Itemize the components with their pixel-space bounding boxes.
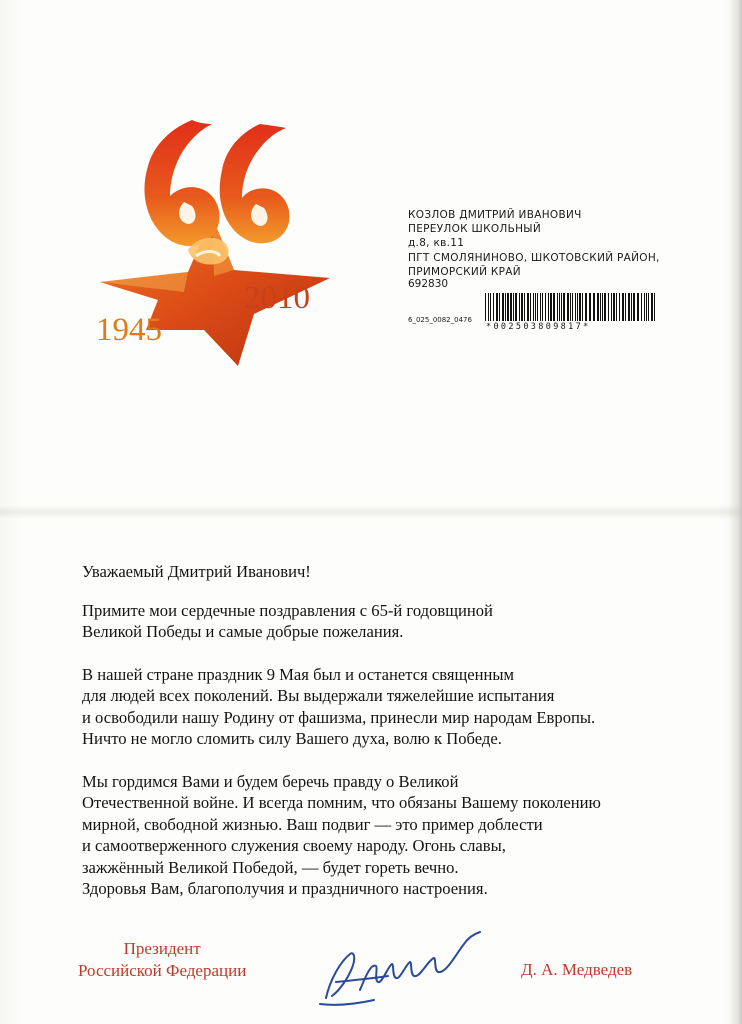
greeting: Уважаемый Дмитрий Иванович! <box>82 562 311 581</box>
barcode-bar <box>654 293 655 321</box>
address-line: ПЕРЕУЛОК ШКОЛЬНЫЙ <box>408 223 542 236</box>
paragraph-line: для людей всех поколений. Вы выдержали тяжелейшие испытания <box>82 686 555 705</box>
paragraph-line: Мы гордимся Вами и будем беречь правду о Великой <box>82 771 459 791</box>
barcode-bar <box>575 293 576 321</box>
barcode-bar <box>505 293 506 321</box>
address-line: ПРИМОРСКИЙ КРАЙ <box>408 265 521 278</box>
barcode-bar <box>535 293 536 321</box>
barcode-bar <box>604 293 606 321</box>
barcode-bar <box>608 293 609 321</box>
barcode-bar <box>557 293 558 321</box>
barcode-bar <box>597 293 599 321</box>
barcode-bar <box>613 293 615 321</box>
barcode-bar <box>593 293 595 321</box>
barcode-bar <box>570 293 571 321</box>
flame-six-right <box>220 124 290 243</box>
barcode-bar <box>611 293 612 321</box>
barcode-bar <box>641 293 642 321</box>
flame-six-left <box>144 120 219 246</box>
barcode-bar <box>563 293 565 321</box>
paragraph-line: Примите мои сердечные поздравления с 65-й годовщиной <box>82 600 493 620</box>
barcode-bar <box>644 293 645 321</box>
barcode-bar <box>582 293 583 321</box>
year-end-label: 2010 <box>244 280 310 316</box>
paragraph-line: Здоровья Вам, благополучия и праздничного настроения. <box>82 879 488 898</box>
barcode-bar <box>577 293 578 321</box>
paragraph-line: Ничто не могло сломить силу Вашего духа, волю к Победе. <box>82 729 502 748</box>
barcode-bar <box>545 293 546 321</box>
barcode-number: *002503809817* <box>486 322 591 332</box>
barcode-bar <box>502 293 504 321</box>
barcode-bar <box>561 293 562 321</box>
barcode-bar <box>579 293 581 321</box>
barcode-bar <box>589 293 591 321</box>
paragraph-line: и самоотверженного служения своему народу. Огонь славы, <box>82 836 506 855</box>
barcode-id: 6_025_0082_0476 <box>408 316 472 324</box>
barcode-bar <box>625 293 626 321</box>
barcode-bar <box>567 293 569 321</box>
barcode-bar <box>493 293 494 321</box>
barcode-bar <box>515 293 517 321</box>
paragraph-line: Великой Победы и самые добрые пожелания. <box>82 622 404 641</box>
signer-title <box>78 938 246 982</box>
barcode-bar <box>600 293 601 321</box>
barcode-bar <box>540 293 541 321</box>
signer-title-line: Российской Федерации <box>78 961 247 980</box>
address-line: д.8, кв.11 <box>408 237 465 250</box>
barcode-bar <box>530 293 531 321</box>
barcode-bar <box>524 293 525 321</box>
barcode-bar <box>496 293 498 321</box>
paragraph <box>82 771 601 900</box>
signer-name: Д. А. Медведев <box>521 960 633 979</box>
barcode-bar <box>485 293 486 321</box>
barcode-bar <box>521 293 523 321</box>
barcode-bar <box>637 293 639 321</box>
handwritten-signature <box>316 920 494 1010</box>
barcode-bar <box>616 293 617 321</box>
barcode-bar <box>488 293 489 321</box>
barcode-bar <box>628 293 630 321</box>
barcode-bar <box>513 293 514 321</box>
barcode-bar <box>510 293 512 321</box>
barcode-bar <box>507 293 509 321</box>
barcode-bar <box>553 293 555 321</box>
barcode-bar <box>602 293 603 321</box>
barcode-bar <box>619 293 620 321</box>
barcode-bar <box>559 293 560 321</box>
address-line: КОЗЛОВ ДМИТРИЙ ИВАНОВИЧ <box>408 209 582 221</box>
barcode-bar <box>519 293 520 321</box>
barcode-bar <box>533 293 534 321</box>
address-line: ПГТ СМОЛЯНИНОВО, ШКОТОВСКИЙ РАЙОН, <box>408 251 660 264</box>
paragraph-line: В нашей стране праздник 9 Мая был и останется священным <box>82 664 515 684</box>
barcode-bar <box>527 293 529 321</box>
barcode-bar <box>548 293 549 321</box>
barcode-bar <box>622 293 624 321</box>
paragraph-line: и освободили нашу Родину от фашизма, принесли мир народам Европы. <box>82 707 596 727</box>
barcode-bar <box>651 293 653 321</box>
paragraph-line: Отечественной войне. И всегда помним, что обязаны Вашему поколению <box>82 793 601 812</box>
paragraph <box>82 664 601 750</box>
barcode-bar <box>631 293 632 321</box>
barcode-bars <box>485 293 657 321</box>
victory-65-emblem <box>92 110 342 372</box>
barcode-bar <box>633 293 635 321</box>
barcode-bar <box>550 293 552 321</box>
barcode-bar <box>585 293 587 321</box>
postcode: 692830 <box>408 278 449 290</box>
paragraph-line: мирной, свободной жизнью. Ваш подвиг — это пример доблести <box>82 814 543 834</box>
paragraph <box>82 600 601 643</box>
letter-body <box>82 561 601 900</box>
year-start-label: 1945 <box>96 312 162 348</box>
page-fold <box>0 505 742 519</box>
barcode-bar <box>646 293 647 321</box>
barcode-bar <box>490 293 491 321</box>
barcode-bar <box>648 293 649 321</box>
barcode-bar <box>537 293 538 321</box>
barcode-bar <box>499 293 500 321</box>
barcode-bar <box>572 293 573 321</box>
signer-title-line: Президент <box>123 939 201 958</box>
recipient-address <box>408 208 660 279</box>
paragraph-line: зажжённый Великой Победой, — будет гореть вечно. <box>82 857 459 877</box>
barcode-bar <box>542 293 543 321</box>
